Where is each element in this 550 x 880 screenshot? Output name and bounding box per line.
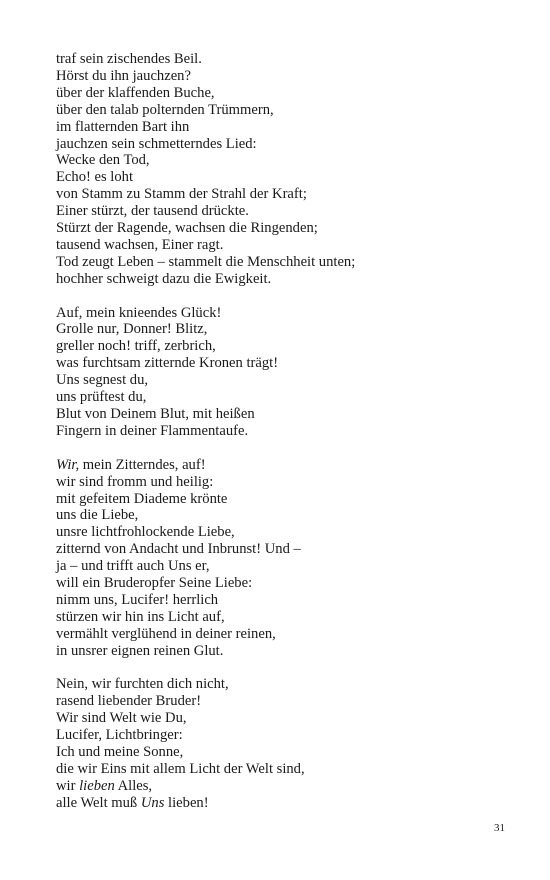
poem-line: die wir Eins mit allem Licht der Welt sind, (56, 761, 305, 778)
line-text: alle Welt muß (56, 794, 141, 811)
poem-line: Echo! es loht (56, 169, 134, 186)
poem-line: hochher schweigt dazu die Ewigkeit. (56, 270, 272, 287)
poem-line: Hörst du ihn jauchzen? (56, 67, 191, 84)
poem-line: jauchzen sein schmetterndes Lied: (56, 135, 257, 152)
line-text: Alles, (114, 777, 153, 794)
poem-line: will ein Bruderopfer Seine Liebe: (56, 575, 253, 592)
poem-line: zitternd von Andacht und Inbrunst! Und – (56, 541, 301, 558)
poem-line: über der klaffenden Buche, (56, 84, 215, 101)
poem-line: was furchtsam zitternde Kronen trägt! (56, 355, 279, 372)
poem-line: Wir sind Welt wie Du, (56, 710, 187, 727)
poem-line (56, 457, 496, 474)
stanza-3 (56, 457, 496, 660)
poem-line (56, 795, 496, 812)
poem-line: ja – und trifft auch Uns er, (56, 558, 210, 575)
poem-line: in unsrer eignen reinen Glut. (56, 642, 224, 659)
poem-line: im flatternden Bart ihn (56, 118, 190, 135)
stanza-2 (56, 305, 496, 440)
poem-line: Wecke den Tod, (56, 152, 150, 169)
poem-line: rasend liebender Bruder! (56, 693, 202, 710)
line-text: wir (56, 777, 80, 794)
emphasis-text: Wir, (56, 456, 80, 473)
poem-line (56, 778, 496, 795)
poem-line: Einer stürzt, der tausend drückte. (56, 203, 249, 220)
poem-line: Stürzt der Ragende, wachsen die Ringenden; (56, 220, 318, 237)
poem-line: Grolle nur, Donner! Blitz, (56, 321, 208, 338)
stanza-1 (56, 51, 496, 288)
poem-line: Lucifer, Lichtbringer: (56, 727, 183, 744)
poem-line: mit gefeitem Diademe krönte (56, 490, 228, 507)
poem-line: Tod zeugt Leben – stammelt die Menschheit unten; (56, 253, 356, 270)
poem-line: über den talab polternden Trümmern, (56, 101, 274, 118)
poem-line: uns prüftest du, (56, 389, 147, 406)
page-number: 31 (494, 822, 505, 834)
poem-line: Uns segnest du, (56, 372, 149, 389)
poem-line: von Stamm zu Stamm der Strahl der Kraft; (56, 186, 307, 203)
emphasis-text: Uns (140, 794, 165, 811)
poem-line: nimm uns, Lucifer! herrlich (56, 591, 219, 608)
poem-text (56, 51, 496, 812)
poem-line: traf sein zischendes Beil. (56, 51, 202, 67)
poem-line: Nein, wir furchten dich nicht, (56, 676, 229, 693)
poem-line: greller noch! triff, zerbrich, (56, 338, 216, 355)
poem-line: tausend wachsen, Einer ragt. (56, 236, 224, 253)
poem-line: Ich und meine Sonne, (56, 744, 184, 761)
poem-line: wir sind fromm und heilig: (56, 473, 214, 490)
poem-line: vermählt verglühend in deiner reinen, (56, 625, 276, 642)
line-text: lieben! (164, 794, 209, 811)
poem-line: unsre lichtfrohlockende Liebe, (56, 524, 235, 541)
poem-line: Fingern in deiner Flammentaufe. (56, 422, 249, 439)
emphasis-text: lieben (79, 777, 115, 794)
poem-line: Auf, mein knieendes Glück! (56, 304, 222, 321)
poem-line: uns die Liebe, (56, 507, 139, 524)
poem-line: stürzen wir hin ins Licht auf, (56, 608, 225, 625)
poem-line: Blut von Deinem Blut, mit heißen (56, 406, 255, 423)
line-text: mein Zitterndes, auf! (79, 456, 206, 473)
stanza-4 (56, 676, 496, 811)
